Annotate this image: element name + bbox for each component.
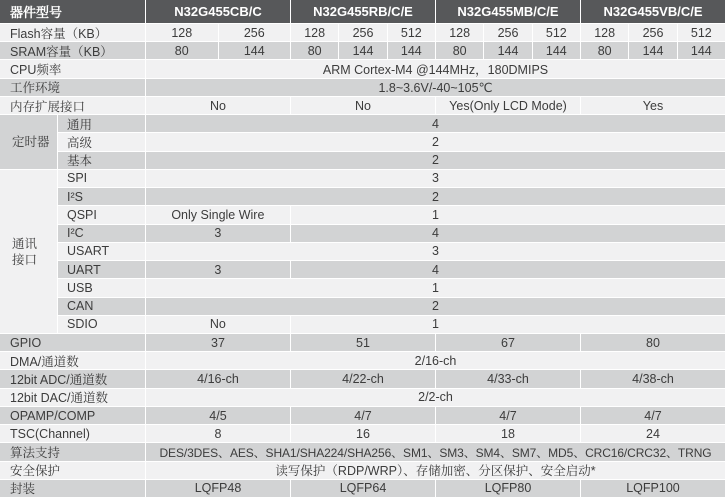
cell-value: 256 (483, 24, 531, 41)
table-row (0, 224, 725, 242)
row-label: SRAM容量（KB） (10, 44, 113, 59)
table-row (0, 388, 725, 406)
cell-value: 4/7 (580, 407, 725, 424)
cell-value: 4 (432, 116, 439, 131)
row-data (145, 225, 725, 242)
group1-value: Only Single Wire (146, 206, 291, 223)
cell-value: 4/5 (209, 408, 227, 423)
row-data (145, 42, 725, 59)
cell-value: 51 (290, 334, 435, 351)
row-label: 12bit ADC/通道数 (10, 373, 108, 388)
row-sublabel: CAN (67, 299, 94, 314)
group-cells (146, 42, 290, 59)
cell-value: 2 (432, 153, 439, 168)
table-row (0, 442, 725, 460)
cell-value: 144 (483, 42, 531, 59)
table-row (0, 260, 725, 278)
cell-value: 4 (432, 262, 439, 277)
row-label: 12bit DAC/通道数 (10, 391, 108, 406)
cell-value: 256 (218, 24, 291, 41)
row-data (145, 24, 725, 41)
group-cells (580, 24, 725, 41)
cell-value: Yes (580, 97, 725, 114)
cell-value: DES/3DES、AES、SHA1/SHA224/SHA256、SM1、SM3、SM4、SM7、MD5、CRC16/CRC32、TRNG (159, 445, 712, 460)
table-row (0, 333, 725, 351)
merged-label-line: 通讯 (12, 236, 38, 251)
row-label: 算法支持 (10, 446, 61, 461)
row-sublabel: 高级 (67, 136, 93, 151)
row-sublabel: 基本 (67, 154, 93, 169)
cell-value: LQFP80 (435, 480, 580, 497)
table-row (0, 96, 725, 114)
table-row (0, 205, 725, 223)
table-row (0, 424, 725, 442)
table-row (0, 187, 725, 205)
cell-value: 80 (580, 334, 725, 351)
cell-value: 80 (452, 43, 467, 58)
cell-value: 4/33-ch (435, 370, 580, 387)
table-header (0, 0, 725, 23)
row-label: TSC(Channel) (10, 426, 90, 441)
cell-value: 512 (677, 24, 725, 41)
row-data (145, 462, 725, 479)
cell-value: 16 (290, 425, 435, 442)
group-cells (435, 42, 580, 59)
row-sublabel: I²C (67, 226, 84, 241)
row-data (145, 243, 725, 260)
table-row (0, 406, 725, 424)
cell-value: 2/2-ch (418, 390, 453, 405)
row-data (145, 60, 725, 77)
cell-value: 80 (307, 43, 322, 58)
cell-value: Yes(Only LCD Mode) (435, 97, 580, 114)
cell-value: No (210, 98, 226, 113)
row-data (145, 389, 725, 406)
row-label: Flash容量（KB） (10, 26, 108, 41)
row-sublabel: UART (67, 262, 101, 277)
table-row (0, 369, 725, 387)
row-sublabel: USART (67, 244, 110, 259)
cell-value: 37 (211, 335, 225, 350)
row-data (145, 261, 725, 278)
row-data (145, 370, 725, 387)
row-data (145, 334, 725, 351)
cell-value: 512 (532, 24, 580, 41)
row-data (145, 298, 725, 315)
cell-value: LQFP48 (194, 481, 242, 496)
cell-value: 128 (449, 25, 471, 40)
cell-value: 4/7 (435, 407, 580, 424)
row-data (145, 97, 725, 114)
table-row (0, 242, 725, 260)
cell-value: 144 (628, 42, 676, 59)
cell-value: 2 (432, 135, 439, 150)
row-label: 工作环境 (10, 81, 61, 96)
cell-value: 4/38-ch (580, 370, 725, 387)
row-sublabel: SDIO (67, 317, 98, 332)
cell-value: ARM Cortex-M4 @144MHz，180DMIPS (322, 63, 549, 78)
row-data (145, 115, 725, 132)
group-cells (290, 24, 435, 41)
row-label: 内存扩展接口 (10, 99, 86, 114)
cell-value: 18 (435, 425, 580, 442)
row-label: GPIO (10, 335, 42, 350)
cell-value: 4/16-ch (197, 372, 239, 387)
row-data (145, 480, 725, 497)
row-data (145, 443, 725, 460)
table-row (0, 169, 725, 187)
cell-value: 144 (532, 42, 580, 59)
group-cells (290, 42, 435, 59)
row-data (145, 133, 725, 150)
row-data (145, 188, 725, 205)
group1-value: No (146, 316, 291, 333)
cell-value: 24 (580, 425, 725, 442)
cell-value: 2/16-ch (414, 353, 457, 368)
cell-value: 2 (432, 299, 439, 314)
cell-value: 128 (594, 25, 616, 40)
cell-value: 80 (597, 43, 612, 58)
cell-value: 4/22-ch (290, 370, 435, 387)
row-sublabel: USB (67, 280, 93, 295)
cell-value: 3 (432, 244, 439, 259)
header-device-label: 器件型号 (10, 5, 63, 20)
cell-value: 256 (628, 24, 676, 41)
row-data (145, 279, 725, 296)
table-row (0, 315, 725, 333)
cell-value: 1 (432, 207, 439, 222)
group-cells (580, 42, 725, 59)
row-data (145, 152, 725, 169)
header-model-2: N32G455RB/C/E (290, 0, 435, 23)
header-model-1: N32G455CB/C (145, 0, 290, 23)
row-data (145, 170, 725, 187)
row-label: 安全保护 (10, 464, 61, 479)
cell-value: 256 (338, 24, 386, 41)
cell-value: 128 (304, 25, 326, 40)
group-cells (146, 24, 290, 41)
cell-value: 80 (174, 43, 189, 58)
merged-label (0, 114, 58, 169)
cell-value: 4/7 (290, 407, 435, 424)
row-sublabel: QSPI (67, 207, 97, 222)
cell-value: 144 (338, 42, 386, 59)
cell-value: 128 (171, 25, 193, 40)
cell-value: 3 (432, 171, 439, 186)
merged-label-line: 定时器 (12, 135, 50, 149)
header-model-3: N32G455MB/C/E (435, 0, 580, 23)
table-row (0, 479, 725, 497)
table-row (0, 297, 725, 315)
table-row (0, 278, 725, 296)
table-row (0, 114, 725, 132)
table-row (0, 41, 725, 59)
table-row (0, 23, 725, 41)
cell-value: 144 (387, 42, 435, 59)
table-row (0, 59, 725, 77)
merged-label (0, 169, 58, 333)
row-sublabel: I²S (67, 189, 83, 204)
cell-value: LQFP100 (580, 480, 725, 497)
merged-label-line: 接口 (12, 252, 38, 267)
row-label: CPU频率 (10, 63, 62, 78)
row-label: OPAMP/COMP (10, 408, 96, 423)
row-sublabel: 通用 (67, 117, 93, 132)
row-data (145, 407, 725, 424)
cell-value: 1 (432, 317, 439, 332)
header-model-4: N32G455VB/C/E (580, 0, 725, 23)
row-label: 封装 (10, 482, 36, 497)
cell-value: 8 (214, 426, 222, 441)
row-data (145, 206, 725, 223)
table-row (0, 132, 725, 150)
table-body (0, 23, 725, 497)
table-row (0, 78, 725, 96)
table-row (0, 461, 725, 479)
cell-value: 1 (432, 280, 439, 295)
cell-value: 144 (677, 42, 725, 59)
row-data (145, 425, 725, 442)
row-data (145, 79, 725, 96)
cell-value: 1.8~3.6V/-40~105℃ (378, 80, 493, 95)
cell-value: 67 (435, 334, 580, 351)
group-cells (435, 24, 580, 41)
cell-value: 读写保护（RDP/WRP）、存储加密、分区保护、安全启动* (275, 464, 596, 479)
row-data (145, 316, 725, 333)
row-data (145, 352, 725, 369)
group1-value: 3 (146, 225, 291, 242)
table-row (0, 351, 725, 369)
cell-value: 4 (432, 226, 439, 241)
cell-value: 2 (432, 189, 439, 204)
table-row (0, 151, 725, 169)
cell-value: No (290, 97, 435, 114)
cell-value: 512 (387, 24, 435, 41)
cell-value: 144 (218, 42, 291, 59)
row-label: DMA/通道数 (10, 354, 79, 369)
cell-value: LQFP64 (290, 480, 435, 497)
row-sublabel: SPI (67, 171, 88, 186)
group1-value: 3 (146, 261, 291, 278)
